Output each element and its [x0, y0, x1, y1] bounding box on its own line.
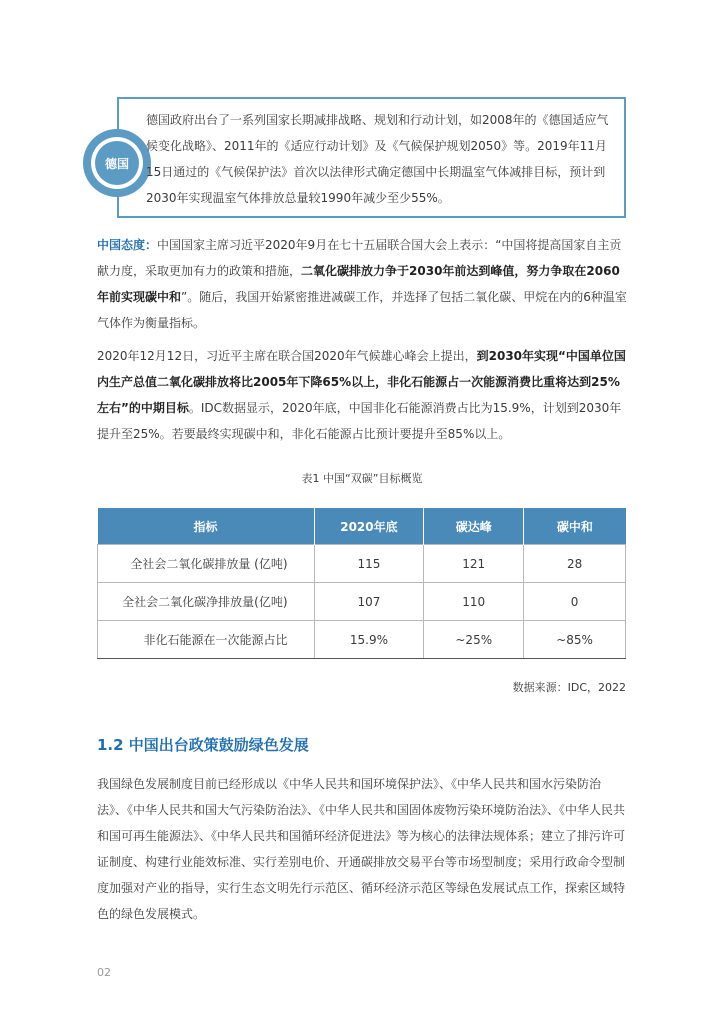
table-cell: 全社会二氧化碳净排放量(亿吨): [98, 583, 315, 621]
dual-carbon-table: [97, 508, 626, 659]
table-cell: 15.9%: [314, 621, 424, 659]
table-row: [98, 545, 626, 583]
table-header-row: [98, 508, 626, 545]
header-peak: 碳达峰: [424, 508, 524, 545]
summit-text-2: 。IDC数据显示，2020年底，中国非化石能源消费占比为15.9%，计划到2030年提升至25%。若要最终实现碳中和，非化石能源占比预计要提升至85%以上。: [97, 401, 622, 441]
china-stance-text-2: ”。随后，我国开始紧密推进减碳工作，并选择了包括二氧化碳、甲烷在内的6种温室气体作为衡量指标。: [97, 290, 627, 330]
summit-paragraph: [97, 343, 627, 447]
china-stance-label: 中国态度：: [97, 238, 158, 252]
table-row: [98, 583, 626, 621]
germany-badge: 德国: [95, 141, 139, 185]
china-stance-paragraph: [97, 232, 627, 336]
table-cell: ~85%: [524, 621, 626, 659]
table-cell: 非化石能源在一次能源占比: [98, 621, 315, 659]
page-number: 02: [97, 966, 111, 979]
table-cell: 115: [314, 545, 424, 583]
table-cell: 0: [524, 583, 626, 621]
table-cell: 107: [314, 583, 424, 621]
section-title: 1.2 中国出台政策鼓励绿色发展: [97, 736, 309, 754]
summit-text-1: 2020年12月12日，习近平主席在联合国2020年气候雄心峰会上提出，: [97, 349, 477, 363]
header-neutral: 碳中和: [524, 508, 626, 545]
data-source: 数据来源：IDC，2022: [512, 681, 626, 694]
header-2020: 2020年底: [314, 508, 424, 545]
section-paragraph: 我国绿色发展制度目前已经形成以《中华人民共和国环境保护法》、《中华人民共和国水污染防治法》、《中华人民共和国大气污染防治法》、《中华人民共和国固体废物污染环境防治法》、《中华人民共和国可再生能源法》、《中华人民共和国循环经济促进法》等为核心的法律法规体系；建立了排污许可证制度、构建行业能效标准、实行差别电价、开通碳排放交易平台等市场型制度；采用行政命令型制度加强对产业的指导，实行生态文明先行示范区、循环经济示范区等绿色发展试点工作，探索区域特色的绿色发展模式。: [97, 777, 626, 921]
table-cell: 110: [424, 583, 524, 621]
table-cell: 28: [524, 545, 626, 583]
table-row: [98, 621, 626, 659]
china-stance-bold: 二氧化碳排放力争于2030年前达到峰值，努力争取在2060年前实现碳中和: [97, 264, 620, 304]
table-cell: 121: [424, 545, 524, 583]
table-cell: 全社会二氧化碳排放量 (亿吨): [98, 545, 315, 583]
germany-paragraph: 德国政府出台了一系列国家长期减排战略、规划和行动计划，如2008年的《德国适应气候变化战略》、2011年的《适应行动计划》及《气候保护规划2050》等。2019年11月15日通过的《气候保护法》首次以法律形式确定德国中长期温室气体减排目标，预计到2030年实现温室气体排放总量较1990年减少至少55%。: [146, 113, 609, 205]
summit-bold: 到2030年实现“中国单位国内生产总值二氧化碳排放将比2005年下降65%以上，非化石能源占一次能源消费比重将达到25%左右”的中期目标: [97, 349, 626, 415]
header-indicator: 指标: [98, 508, 315, 545]
table-caption: 表1 中国“双碳”目标概览: [301, 472, 423, 485]
china-stance-text-1: 中国国家主席习近平2020年9月在七十五届联合国大会上表示：“中国将提高国家自主贡献力度，采取更加有力的政策和措施，: [97, 238, 622, 278]
table-cell: ~25%: [424, 621, 524, 659]
